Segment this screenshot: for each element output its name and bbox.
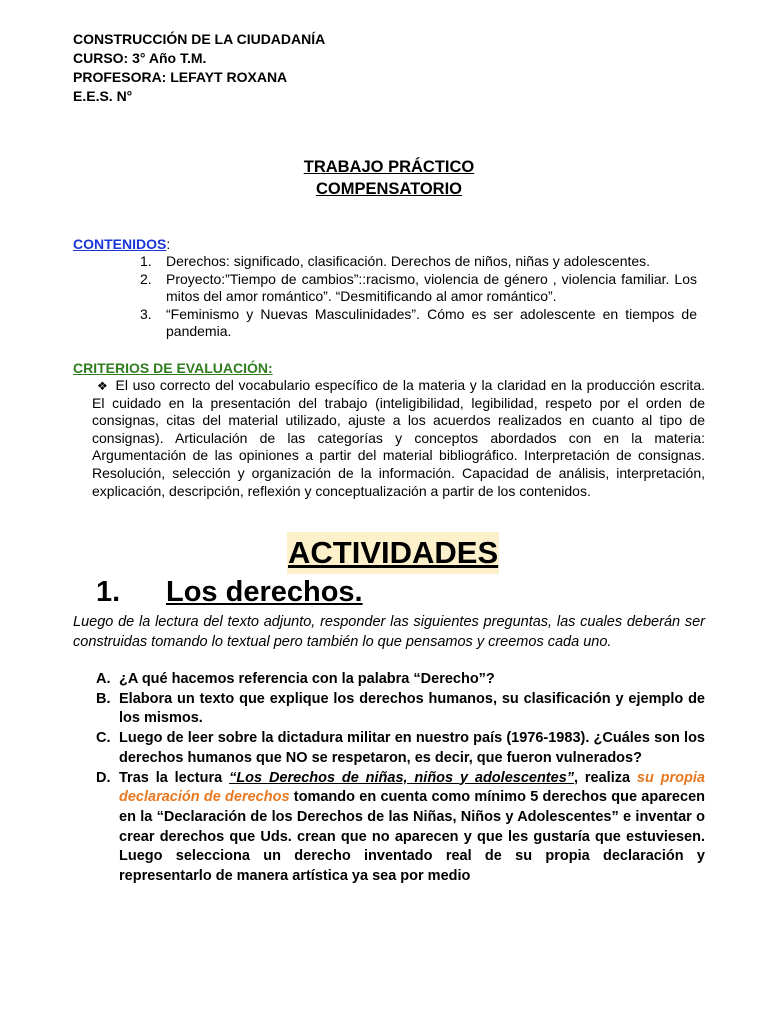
question-text-end: tomando en cuenta como mínimo 5 derechos que aparecen en la “Declaración de los Derechos de las Niñas, Niños y Adolescentes” e inventar o crear derechos que Uds. crean que no aparecen y que les gustaría que estuviesen. Luego selecciona un derecho inventado real de su propia declaración y representarlo de manera artística ya sea por medio	[119, 789, 705, 885]
question-text: Luego de leer sobre la dictadura militar en nuestro país (1976-1983). ¿Cuáles son los derechos humanos que NO se respetaron, es decir, que fueron vulnerados?	[119, 730, 705, 766]
contenidos-list	[140, 253, 697, 341]
question-text-mid: , realiza	[574, 769, 637, 786]
question-item	[96, 690, 705, 729]
criterios-text: El uso correcto del vocabulario específico de la materia y la claridad en la producción escrita. El cuidado en la presentación del trabajo (inteligibilidad, legibilidad, respeto por el orden de consignas, citas del material utilizado, ajuste a los acuerdos realizados en cuanto al tipo de consignas). Articulación de las categorías y conceptos abordados con en la materia: Argumentación de las opiniones a partir del material bibliográfico. Interpretación de consignas. Resolución, selección y organización de la información. Capacidad de análisis, interpretación, explicación, descripción, reflexión y conceptualización a partir de los contenidos.	[92, 377, 705, 499]
section-number: 1.	[96, 576, 121, 608]
school-line: E.E.S. N°	[73, 88, 133, 104]
diamond-bullet-icon: ❖	[97, 379, 108, 393]
subject-line: CONSTRUCCIÓN DE LA CIUDADANÍA	[73, 31, 326, 47]
question-letter: D.	[96, 769, 111, 786]
list-item-text: “Feminismo y Nuevas Masculinidades”. Cómo es ser adolescente en tiempos de pandemia.	[166, 305, 697, 339]
title-line-1: TRABAJO PRÁCTICO	[303, 158, 475, 176]
list-item	[140, 306, 697, 341]
course-line: CURSO: 3° Año T.M.	[73, 50, 207, 66]
question-item	[96, 729, 705, 768]
questions-list	[96, 670, 705, 887]
list-item-text: Derechos: significado, clasificación. Derechos de niños, niñas y adolescentes.	[166, 253, 651, 269]
actividades-heading: ACTIVIDADES	[287, 532, 499, 574]
criterios-paragraph	[92, 377, 705, 500]
teacher-line: PROFESORA: LEFAYT ROXANA	[73, 69, 288, 85]
question-text-start: Tras la lectura	[119, 769, 230, 786]
list-item	[140, 271, 697, 306]
list-item-number: 3.	[140, 305, 152, 322]
list-item-text: Proyecto:”Tiempo de cambios”::racismo, violencia de género , violencia familiar. Los mitos del amor romántico”. “Desmitificando al amor romántico”.	[166, 270, 697, 304]
document-header	[73, 30, 673, 106]
question-text: ¿A qué hacemos referencia con la palabra “Derecho”?	[119, 671, 495, 687]
contenidos-colon: :	[166, 236, 171, 252]
criterios-heading: CRITERIOS DE EVALUACIÓN:	[73, 360, 273, 376]
question-letter: C.	[96, 730, 111, 747]
list-item	[140, 253, 697, 271]
question-item	[96, 670, 705, 690]
document-title	[0, 156, 768, 200]
contenidos-heading	[73, 235, 170, 253]
list-item-number: 1.	[140, 253, 152, 269]
title-line-2: COMPENSATORIO	[315, 180, 463, 198]
highlighted-phrase: su propia declaración de derechos	[119, 769, 705, 806]
question-item	[96, 769, 705, 887]
activity-intro: Luego de la lectura del texto adjunto, responder las siguientes preguntas, las cuales deberán ser construidas tomando lo textual pero también lo que pensamos y creemos cada uno.	[73, 614, 705, 650]
contenidos-label: CONTENIDOS	[73, 236, 167, 252]
reading-title: “Los Derechos de niñas, niños y adolescentes”	[229, 769, 575, 786]
question-letter: A.	[96, 671, 111, 687]
list-item-number: 2.	[140, 270, 152, 287]
section-title: Los derechos.	[166, 576, 363, 608]
question-text: Elabora un texto que explique los derechos humanos, su clasificación y ejemplo de los mismos.	[119, 690, 705, 727]
question-letter: B.	[96, 690, 111, 707]
